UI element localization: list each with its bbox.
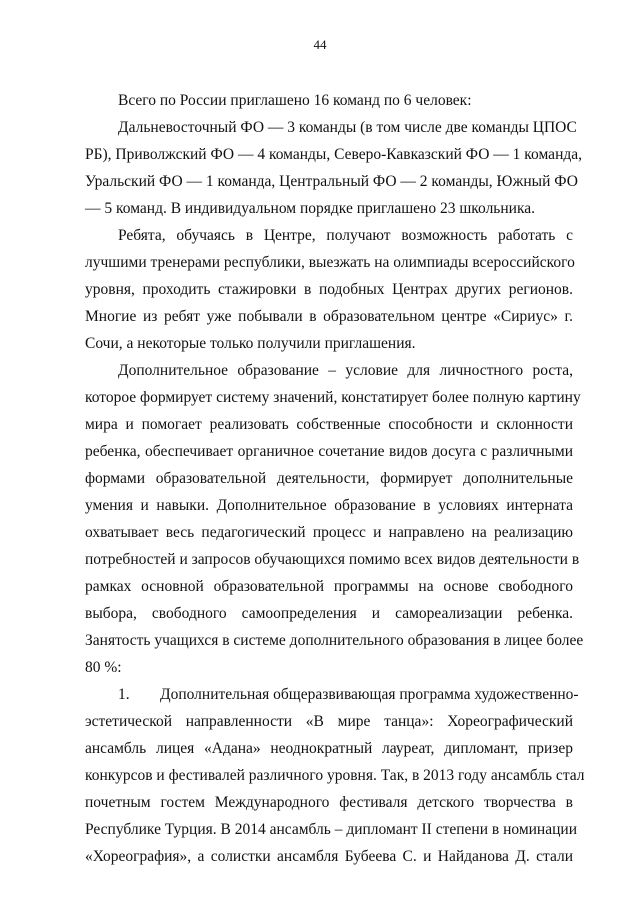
text-line: «Хореография», а солистки ансамбля Бубеева С. и Найданова Д. стали — [85, 848, 573, 865]
text-line: уровня, проходить стажировки в подобных Центрах других регионов. — [85, 281, 573, 298]
paragraph-total-invited — [85, 87, 573, 114]
numbered-item-dance-program — [85, 681, 585, 870]
text-line: Сочи, а некоторые только получили приглашения. — [85, 335, 416, 352]
text-line: потребностей и запросов обучающихся помимо всех видов деятельности в — [85, 551, 580, 568]
item-number: 1. — [118, 686, 130, 703]
text-line: формами образовательной деятельности, формирует дополнительные — [85, 470, 573, 487]
text-line: Дальневосточный ФО — 3 команды (в том числе две команды ЦПОС — [118, 119, 577, 136]
text-line: умения и навыки. Дополнительное образование в условиях интерната — [85, 497, 573, 514]
text-line: ребенка, обеспечивает органичное сочетание видов досуга с различными — [85, 443, 573, 460]
text-line: выбора, свободного самоопределения и самореализации ребенка. — [85, 605, 573, 622]
text-line: почетным гостем Международного фестиваля детского творчества в — [85, 794, 573, 811]
text-line: Многие из ребят уже побывали в образовательном центре «Сириус» г. — [85, 308, 573, 325]
text-line: Занятость учащихся в системе дополнительного образования в лицее более — [85, 632, 584, 649]
text-line: эстетической направленности «В мире танца»: Хореографический — [85, 713, 573, 730]
text-line: — 5 команд. В индивидуальном порядке приглашено 23 школьника. — [85, 200, 536, 217]
paragraph-districts — [85, 114, 582, 222]
page-number: 44 — [313, 37, 327, 52]
text-line: Дополнительное образование – условие для личностного роста, — [118, 362, 573, 379]
text-line: ансамбль лицея «Адана» неоднократный лауреат, дипломант, призер — [85, 740, 573, 757]
text-line: РБ), Приволжский ФО — 4 команды, Северо-Кавказский ФО — 1 команда, — [85, 146, 582, 163]
text-line: охватывает весь педагогический процесс и направлено на реализацию — [85, 524, 573, 541]
text-line: которое формирует систему значений, констатирует более полную картину — [85, 389, 581, 406]
text-line: Дополнительная общеразвивающая программа художественно- — [160, 686, 579, 703]
text-line: 80 %: — [85, 659, 122, 676]
paragraph-additional-education — [85, 357, 584, 681]
text-line: рамках основной образовательной программы на основе свободного — [85, 578, 573, 595]
text-line: Уральский ФО — 1 команда, Центральный ФО — 2 команды, Южный ФО — [85, 173, 578, 190]
numbered-item-first-line — [85, 681, 579, 708]
text-line: лучшими тренерами республики, выезжать на олимпиады всероссийского — [85, 254, 575, 271]
text-line: конкурсов и фестивалей различного уровня. Так, в 2013 году ансамбль стал — [85, 767, 585, 784]
paragraph-students-center — [85, 222, 573, 357]
text-line: Ребята, обучаясь в Центре, получают возможность работать с — [118, 227, 573, 244]
text-line: мира и помогает реализовать собственные способности и склонности — [85, 416, 573, 433]
text-line: Всего по России приглашено 16 команд по 6 человек: — [118, 92, 472, 109]
document-body — [85, 87, 585, 870]
text-line: Республике Турция. В 2014 ансамбль – дипломант II степени в номинации — [85, 821, 577, 838]
